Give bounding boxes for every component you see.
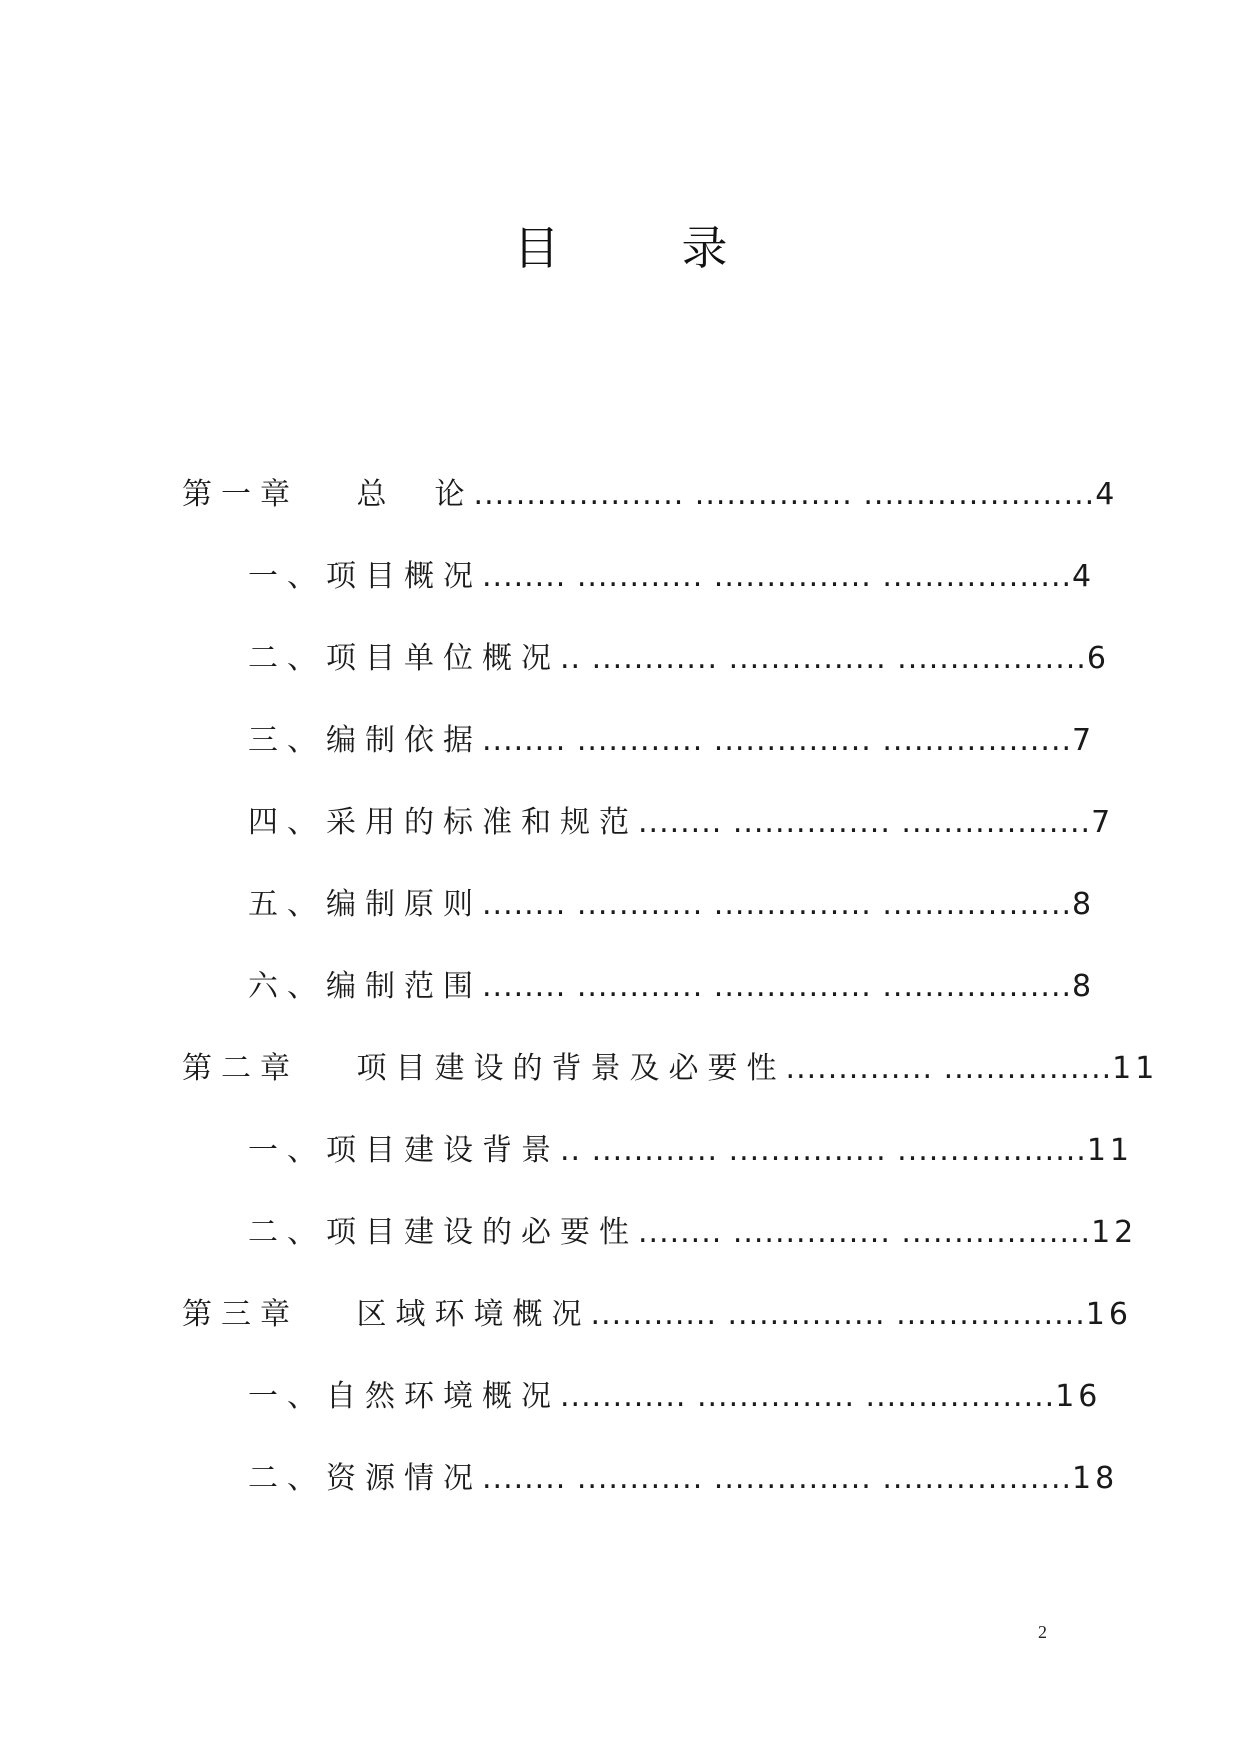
toc-entry-label: 五、编制原则 [248, 887, 482, 922]
toc-page-number: 18 [1072, 1461, 1119, 1496]
toc-page-number: 8 [1072, 969, 1096, 1004]
toc-page-number: 16 [1055, 1379, 1102, 1414]
toc-leader-dots: ............ ............... .................. [560, 1379, 1056, 1414]
toc-page-number: 6 [1086, 641, 1110, 676]
toc-entry-label: 第二章 项目建设的背景及必要性 [182, 1051, 786, 1086]
toc-page-number: 7 [1091, 805, 1115, 840]
toc-entry-1-1[interactable] [248, 552, 1095, 602]
toc-leader-dots: ........ ............ ............... .................. [482, 969, 1073, 1004]
toc-entry-chapter-1[interactable] [182, 470, 1118, 520]
toc-leader-dots: ............ ............... .................. [590, 1297, 1086, 1332]
toc-entry-label: 三、编制依据 [248, 723, 482, 758]
toc-page-number: 4 [1095, 477, 1119, 512]
toc-leader-dots: ........ ............ ............... .................. [482, 559, 1073, 594]
footer-page-number: 2 [1038, 1622, 1047, 1642]
toc-entry-label: 第三章 区域环境概况 [182, 1297, 591, 1332]
toc-leader-dots: .................... ............... ...................... [473, 477, 1096, 512]
toc-entry-label: 一、自然环境概况 [248, 1379, 560, 1414]
toc-page-number: 12 [1091, 1215, 1138, 1250]
toc-entry-1-3[interactable] [248, 716, 1095, 766]
toc-entry-3-2[interactable] [248, 1454, 1118, 1504]
toc-entry-1-4[interactable] [248, 798, 1114, 848]
toc-entry-3-1[interactable] [248, 1372, 1101, 1422]
toc-entry-2-1[interactable] [248, 1126, 1133, 1176]
toc-entry-2-2[interactable] [248, 1208, 1137, 1258]
toc-leader-dots: .............. ................ [785, 1051, 1113, 1086]
toc-page-number: 8 [1072, 887, 1096, 922]
toc-leader-dots: ........ ............... .................. [638, 805, 1092, 840]
toc-entry-label: 六、编制范围 [248, 969, 482, 1004]
toc-entry-1-5[interactable] [248, 880, 1095, 930]
toc-leader-dots: .. ............ ............... .................. [560, 641, 1087, 676]
toc-page-number: 16 [1085, 1297, 1132, 1332]
toc-page-number: 4 [1072, 559, 1096, 594]
toc-page-number: 7 [1072, 723, 1096, 758]
toc-entry-label: 四、采用的标准和规范 [248, 805, 638, 840]
toc-entry-label: 一、项目建设背景 [248, 1133, 560, 1168]
toc-entry-label: 二、项目建设的必要性 [248, 1215, 638, 1250]
toc-leader-dots: ........ ............ ............... .................. [482, 723, 1073, 758]
toc-entry-1-2[interactable] [248, 634, 1110, 684]
toc-entry-chapter-3[interactable] [182, 1290, 1132, 1340]
toc-entry-1-6[interactable] [248, 962, 1095, 1012]
toc-leader-dots: ........ ............ ............... .................. [482, 1461, 1073, 1496]
toc-entry-chapter-2[interactable] [182, 1044, 1158, 1094]
toc-entry-label: 二、资源情况 [248, 1461, 482, 1496]
toc-entry-label: 二、项目单位概况 [248, 641, 560, 676]
toc-leader-dots: ........ ............... .................. [638, 1215, 1092, 1250]
page-title: 目 录 [513, 221, 766, 275]
toc-page-number: 11 [1086, 1133, 1133, 1168]
toc-leader-dots: .. ............ ............... .................. [560, 1133, 1087, 1168]
toc-leader-dots: ........ ............ ............... .................. [482, 887, 1073, 922]
toc-page-number: 11 [1112, 1051, 1159, 1086]
toc-entry-label: 一、项目概况 [248, 559, 482, 594]
toc-entry-label: 第一章 总 论 [182, 477, 474, 512]
